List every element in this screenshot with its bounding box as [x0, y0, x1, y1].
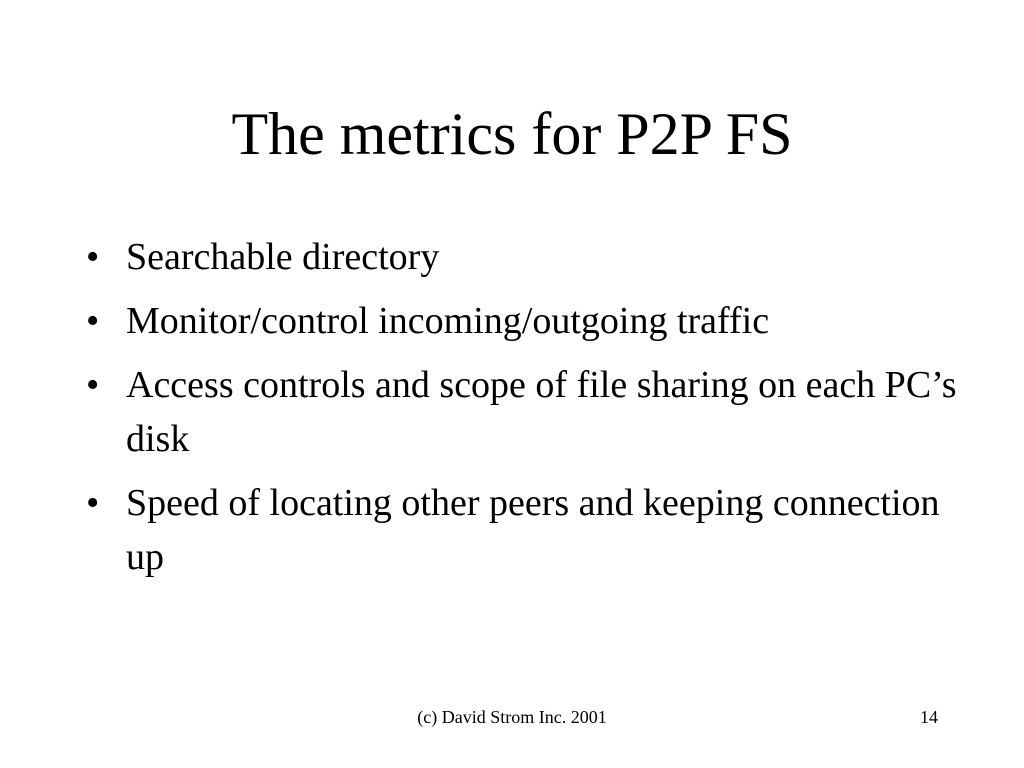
slide-title: The metrics for P2P FS	[231, 101, 793, 167]
bullet-list	[84, 230, 964, 594]
bullet-marker: •	[86, 236, 100, 278]
bullet-item	[84, 476, 964, 584]
bullet-item	[84, 294, 964, 348]
bullet-text: Monitor/control incoming/outgoing traffic	[126, 300, 770, 342]
bullet-marker: •	[86, 300, 100, 342]
bullet-marker: •	[86, 482, 100, 524]
footer-credit: (c) David Strom Inc. 2001	[417, 707, 607, 727]
bullet-marker: •	[86, 364, 100, 406]
bullet-item	[84, 230, 964, 284]
bullet-text: Speed of locating other peers and keeping connection up	[126, 482, 940, 578]
bullet-item	[84, 358, 964, 466]
bullet-text: Searchable directory	[126, 236, 440, 278]
page-number: 14	[920, 707, 938, 727]
bullet-text: Access controls and scope of file sharing on each PC’s disk	[126, 364, 957, 460]
